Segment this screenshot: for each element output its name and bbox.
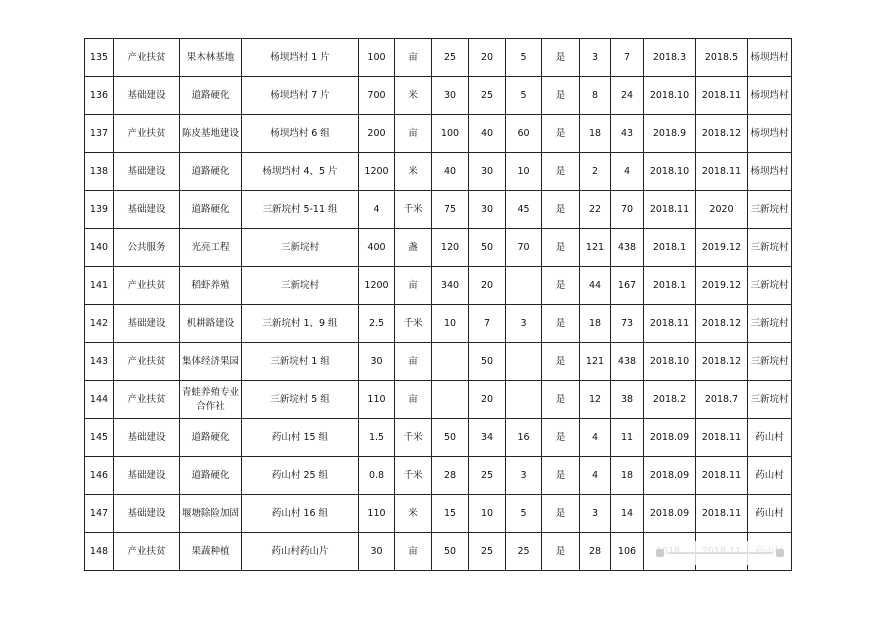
- cell-start-date: 2018.11: [644, 191, 696, 229]
- cell-total-investment: 50: [432, 533, 469, 571]
- cell-households: 8: [580, 77, 611, 115]
- cell-scale: 110: [359, 381, 395, 419]
- cell-row-number: 147: [85, 495, 114, 533]
- cell-row-number: 144: [85, 381, 114, 419]
- cell-fund-b: 60: [506, 115, 542, 153]
- table-row: [85, 115, 792, 153]
- cell-households: 22: [580, 191, 611, 229]
- cell-project-name: 堰塘除险加固: [180, 495, 242, 533]
- cell-scale: 700: [359, 77, 395, 115]
- table-row: [85, 77, 792, 115]
- cell-scale: 30: [359, 533, 395, 571]
- cell-fund-a: 25: [469, 457, 506, 495]
- cell-category: 基础建设: [114, 419, 180, 457]
- cell-location: 杨坝垱村 4、5 片: [242, 153, 359, 191]
- table-row: [85, 457, 792, 495]
- cell-households: 18: [580, 305, 611, 343]
- cell-fund-b: 3: [506, 457, 542, 495]
- cell-fund-a: 10: [469, 495, 506, 533]
- cell-unit: 千米: [395, 419, 432, 457]
- cell-scale: 0.8: [359, 457, 395, 495]
- cell-persons: 73: [611, 305, 644, 343]
- cell-category: 公共服务: [114, 229, 180, 267]
- cell-location: 三新垸村 5 组: [242, 381, 359, 419]
- cell-scale: 30: [359, 343, 395, 381]
- cell-start-date: 2018.1: [644, 267, 696, 305]
- cell-poverty-flag: 是: [542, 191, 580, 229]
- cell-total-investment: 100: [432, 115, 469, 153]
- cell-total-investment: 28: [432, 457, 469, 495]
- cell-responsible-village: 药山村: [748, 419, 792, 457]
- table-row: [85, 343, 792, 381]
- cell-location: 杨坝垱村 7 片: [242, 77, 359, 115]
- cell-location: 药山村药山片: [242, 533, 359, 571]
- cell-project-name: 果蔬种植: [180, 533, 242, 571]
- cell-unit: 千米: [395, 457, 432, 495]
- cell-scale: 110: [359, 495, 395, 533]
- table-row: [85, 495, 792, 533]
- cell-poverty-flag: 是: [542, 77, 580, 115]
- cell-row-number: 140: [85, 229, 114, 267]
- cell-responsible-village: 三新垸村: [748, 229, 792, 267]
- cell-poverty-flag: 是: [542, 495, 580, 533]
- cell-persons: 43: [611, 115, 644, 153]
- cell-total-investment: 75: [432, 191, 469, 229]
- cell-row-number: 137: [85, 115, 114, 153]
- cell-poverty-flag: 是: [542, 229, 580, 267]
- cell-persons: 4: [611, 153, 644, 191]
- cell-unit: 亩: [395, 115, 432, 153]
- cell-location: 药山村 16 组: [242, 495, 359, 533]
- cell-scale: 1.5: [359, 419, 395, 457]
- cell-fund-a: 20: [469, 381, 506, 419]
- cell-location: 杨坝垱村 1 片: [242, 39, 359, 77]
- cell-fund-a: 25: [469, 77, 506, 115]
- cell-responsible-village: 杨坝垱村: [748, 115, 792, 153]
- cell-location: 三新垸村 5-11 组: [242, 191, 359, 229]
- cell-scale: 2.5: [359, 305, 395, 343]
- cell-persons: 438: [611, 343, 644, 381]
- cell-poverty-flag: 是: [542, 115, 580, 153]
- cell-fund-b: 5: [506, 77, 542, 115]
- cell-fund-a: 30: [469, 153, 506, 191]
- cell-end-date: 2018.11: [696, 77, 748, 115]
- project-table: [84, 38, 792, 571]
- cell-households: 121: [580, 229, 611, 267]
- cell-households: 2: [580, 153, 611, 191]
- cell-unit: 千米: [395, 191, 432, 229]
- cell-total-investment: 15: [432, 495, 469, 533]
- cell-fund-b: 5: [506, 39, 542, 77]
- cell-fund-b: 25: [506, 533, 542, 571]
- cell-households: 3: [580, 39, 611, 77]
- cell-households: 12: [580, 381, 611, 419]
- cell-fund-b: 5: [506, 495, 542, 533]
- cell-fund-b: 70: [506, 229, 542, 267]
- cell-households: 3: [580, 495, 611, 533]
- cell-unit: 亩: [395, 343, 432, 381]
- cell-category: 基础建设: [114, 77, 180, 115]
- table-row: [85, 267, 792, 305]
- table-row: [85, 229, 792, 267]
- cell-row-number: 148: [85, 533, 114, 571]
- cell-row-number: 136: [85, 77, 114, 115]
- table-row: [85, 153, 792, 191]
- cell-start-date: 2018.9: [644, 115, 696, 153]
- cell-poverty-flag: 是: [542, 457, 580, 495]
- cell-start-date: 2018.09: [644, 419, 696, 457]
- cell-responsible-village: 药山村: [748, 495, 792, 533]
- cell-fund-a: 7: [469, 305, 506, 343]
- cell-category: 基础建设: [114, 191, 180, 229]
- cell-fund-b: 3: [506, 305, 542, 343]
- cell-project-name: 机耕路建设: [180, 305, 242, 343]
- cell-poverty-flag: 是: [542, 533, 580, 571]
- cell-unit: 米: [395, 495, 432, 533]
- cell-project-name: 道路硬化: [180, 457, 242, 495]
- cell-category: 基础建设: [114, 153, 180, 191]
- watermark-overlay: [650, 541, 790, 565]
- cell-poverty-flag: 是: [542, 305, 580, 343]
- cell-unit: 米: [395, 77, 432, 115]
- table-row: [85, 39, 792, 77]
- cell-row-number: 135: [85, 39, 114, 77]
- cell-category: 基础建设: [114, 495, 180, 533]
- cell-end-date: 2018.12: [696, 115, 748, 153]
- cell-location: 药山村 25 组: [242, 457, 359, 495]
- cell-category: 产业扶贫: [114, 533, 180, 571]
- cell-fund-a: 34: [469, 419, 506, 457]
- cell-fund-b: 10: [506, 153, 542, 191]
- cell-poverty-flag: 是: [542, 153, 580, 191]
- cell-poverty-flag: 是: [542, 39, 580, 77]
- cell-fund-a: 50: [469, 229, 506, 267]
- cell-location: 杨坝垱村 6 组: [242, 115, 359, 153]
- cell-unit: 千米: [395, 305, 432, 343]
- cell-category: 产业扶贫: [114, 267, 180, 305]
- cell-total-investment: 25: [432, 39, 469, 77]
- cell-row-number: 138: [85, 153, 114, 191]
- cell-end-date: 2019.12: [696, 267, 748, 305]
- cell-households: 28: [580, 533, 611, 571]
- cell-unit: 亩: [395, 533, 432, 571]
- cell-project-name: 果木林基地: [180, 39, 242, 77]
- cell-fund-a: 30: [469, 191, 506, 229]
- cell-project-name: 集体经济果园: [180, 343, 242, 381]
- cell-location: 三新垸村: [242, 229, 359, 267]
- cell-fund-a: 20: [469, 267, 506, 305]
- cell-total-investment: 340: [432, 267, 469, 305]
- cell-row-number: 143: [85, 343, 114, 381]
- cell-start-date: 2018.10: [644, 153, 696, 191]
- cell-fund-b: [506, 267, 542, 305]
- cell-scale: 400: [359, 229, 395, 267]
- cell-category: 产业扶贫: [114, 381, 180, 419]
- cell-unit: 亩: [395, 267, 432, 305]
- cell-start-date: 2018.11: [644, 305, 696, 343]
- cell-location: 三新垸村 1、9 组: [242, 305, 359, 343]
- cell-responsible-village: 三新垸村: [748, 381, 792, 419]
- cell-poverty-flag: 是: [542, 343, 580, 381]
- cell-responsible-village: 药山村: [748, 457, 792, 495]
- cell-fund-b: [506, 343, 542, 381]
- cell-row-number: 139: [85, 191, 114, 229]
- cell-poverty-flag: 是: [542, 267, 580, 305]
- cell-total-investment: 10: [432, 305, 469, 343]
- cell-category: 基础建设: [114, 305, 180, 343]
- cell-end-date: 2018.5: [696, 39, 748, 77]
- cell-persons: 14: [611, 495, 644, 533]
- cell-end-date: 2018.11: [696, 457, 748, 495]
- cell-households: 44: [580, 267, 611, 305]
- cell-scale: 100: [359, 39, 395, 77]
- cell-end-date: 2019.12: [696, 229, 748, 267]
- cell-location: 三新垸村 1 组: [242, 343, 359, 381]
- cell-start-date: 2018.09: [644, 495, 696, 533]
- cell-total-investment: [432, 381, 469, 419]
- watermark-icon: [656, 549, 664, 557]
- cell-persons: 70: [611, 191, 644, 229]
- cell-scale: 1200: [359, 267, 395, 305]
- cell-location: 药山村 15 组: [242, 419, 359, 457]
- cell-fund-a: 40: [469, 115, 506, 153]
- cell-total-investment: 50: [432, 419, 469, 457]
- table-row: [85, 191, 792, 229]
- cell-fund-b: 45: [506, 191, 542, 229]
- cell-persons: 24: [611, 77, 644, 115]
- cell-scale: 4: [359, 191, 395, 229]
- table-body: [85, 39, 792, 571]
- cell-category: 产业扶贫: [114, 39, 180, 77]
- cell-unit: 米: [395, 153, 432, 191]
- cell-responsible-village: 三新垸村: [748, 343, 792, 381]
- table-row: [85, 305, 792, 343]
- cell-persons: 18: [611, 457, 644, 495]
- cell-end-date: 2018.11: [696, 419, 748, 457]
- cell-households: 121: [580, 343, 611, 381]
- cell-fund-a: 20: [469, 39, 506, 77]
- cell-end-date: 2018.12: [696, 305, 748, 343]
- cell-end-date: 2018.11: [696, 153, 748, 191]
- cell-responsible-village: 杨坝垱村: [748, 77, 792, 115]
- cell-fund-a: 50: [469, 343, 506, 381]
- cell-project-name: 道路硬化: [180, 191, 242, 229]
- cell-project-name: 青蛙养殖专业合作社: [180, 381, 242, 419]
- cell-households: 4: [580, 419, 611, 457]
- cell-persons: 167: [611, 267, 644, 305]
- cell-persons: 438: [611, 229, 644, 267]
- cell-households: 18: [580, 115, 611, 153]
- cell-row-number: 146: [85, 457, 114, 495]
- table-row: [85, 419, 792, 457]
- cell-responsible-village: 杨坝垱村: [748, 39, 792, 77]
- cell-persons: 38: [611, 381, 644, 419]
- cell-scale: 200: [359, 115, 395, 153]
- cell-start-date: 2018.3: [644, 39, 696, 77]
- cell-end-date: 2018.12: [696, 343, 748, 381]
- cell-persons: 106: [611, 533, 644, 571]
- cell-poverty-flag: 是: [542, 419, 580, 457]
- cell-end-date: 2020: [696, 191, 748, 229]
- cell-start-date: 2018.1: [644, 229, 696, 267]
- cell-responsible-village: 杨坝垱村: [748, 153, 792, 191]
- cell-project-name: 道路硬化: [180, 419, 242, 457]
- cell-total-investment: 40: [432, 153, 469, 191]
- cell-project-name: 光亮工程: [180, 229, 242, 267]
- cell-households: 4: [580, 457, 611, 495]
- cell-project-name: 道路硬化: [180, 153, 242, 191]
- cell-row-number: 141: [85, 267, 114, 305]
- cell-unit: 亩: [395, 381, 432, 419]
- cell-end-date: 2018.7: [696, 381, 748, 419]
- cell-fund-b: [506, 381, 542, 419]
- cell-persons: 7: [611, 39, 644, 77]
- cell-project-name: 陈皮基地建设: [180, 115, 242, 153]
- cell-scale: 1200: [359, 153, 395, 191]
- cell-total-investment: 120: [432, 229, 469, 267]
- cell-fund-a: 25: [469, 533, 506, 571]
- cell-responsible-village: 三新垸村: [748, 267, 792, 305]
- cell-responsible-village: 三新垸村: [748, 191, 792, 229]
- cell-start-date: 2018.10: [644, 343, 696, 381]
- cell-end-date: 2018.11: [696, 495, 748, 533]
- cell-row-number: 142: [85, 305, 114, 343]
- cell-row-number: 145: [85, 419, 114, 457]
- cell-total-investment: 30: [432, 77, 469, 115]
- cell-start-date: 2018.09: [644, 457, 696, 495]
- cell-responsible-village: 三新垸村: [748, 305, 792, 343]
- table-row: [85, 381, 792, 419]
- cell-persons: 11: [611, 419, 644, 457]
- cell-category: 产业扶贫: [114, 115, 180, 153]
- cell-project-name: 道路硬化: [180, 77, 242, 115]
- cell-start-date: 2018.2: [644, 381, 696, 419]
- cell-category: 基础建设: [114, 457, 180, 495]
- cell-unit: 亩: [395, 39, 432, 77]
- cell-unit: 盏: [395, 229, 432, 267]
- cell-start-date: 2018.10: [644, 77, 696, 115]
- cell-poverty-flag: 是: [542, 381, 580, 419]
- cell-location: 三新垸村: [242, 267, 359, 305]
- cell-total-investment: [432, 343, 469, 381]
- cell-fund-b: 16: [506, 419, 542, 457]
- cell-project-name: 稻虾养殖: [180, 267, 242, 305]
- cell-category: 产业扶贫: [114, 343, 180, 381]
